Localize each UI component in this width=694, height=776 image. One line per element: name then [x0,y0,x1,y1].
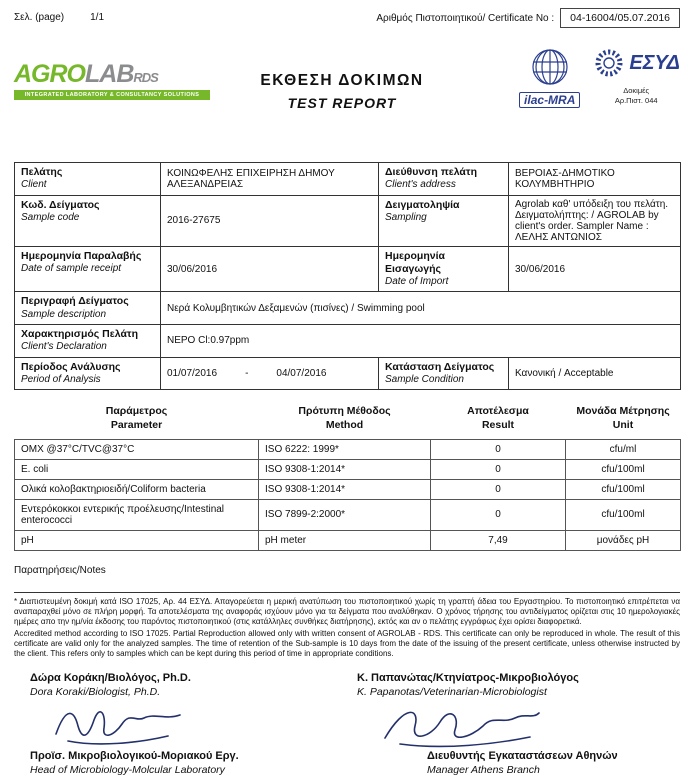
report-title-greek: ΕΚΘΕΣΗ ΔΟΚΙΜΩΝ [260,72,424,89]
header-row [14,40,680,148]
ilac-mra-globe-icon [521,46,579,90]
result-row [15,459,681,479]
ilac-mra-logo [519,40,580,108]
certificate-number: 04-16004/05.07.2016 [560,8,680,28]
esyd-label: ΕΣΥΔ [629,51,680,74]
result-value: 0 [431,439,566,459]
result-row [15,479,681,499]
agrolab-logo-lab: LAB [85,60,134,88]
result-value: 7,49 [431,530,566,550]
sampling-label: Δειγματοληψία Sampling [379,195,509,246]
client-address-label: Διεύθυνση πελάτη Client's address [379,163,509,196]
esyd-logo [592,40,680,108]
signer-title-greek: Προϊσ. Μικροβιολογικού-Μοριακού Εργ. [30,749,239,762]
signer-title-greek: Διευθυντής Εγκαταστάσεων Αθηνών [427,749,618,762]
accreditation-logos [474,40,680,108]
result-parameter: Εντερόκοκκοι εντερικής προέλευσης/Intestinal enterococci [15,499,259,530]
footnote-english: Accredited method according to ISO 17025. Partial Reproduction allowed only with written consent of AGROLAB - RDS. This certificate can only be reproduced in whole. The result of this certificate are valid only for the analyzed samples. The time of retention of the Sub-sample is 10 days from the date of the issuing of the present certificate, unless otherwise instructed by the client. This refers only to samples which can be kept during this period of time in appropriate conditions. [14,628,680,659]
client-value: ΚΟΙΝΩΦΕΛΗΣ ΕΠΙΧΕΙΡΗΣΗ ΔΗΜΟΥ ΑΛΕΞΑΝΔΡΕΙΑΣ [161,163,379,196]
result-parameter: Ολικά κολοβακτηριοειδή/Coliform bacteria [15,479,259,499]
sample-code-value: 2016-27675 [161,195,379,246]
col-header-result: Αποτέλεσμα Result [467,405,529,431]
result-method: ISO 9308-1:2014* [259,459,431,479]
signature-left-icon [48,700,198,748]
esyd-sunburst-icon [592,46,626,80]
result-row [15,439,681,459]
result-unit: cfu/ml [566,439,681,459]
signer-name-greek: Κ. Παπανώτας/Κτηνίατρος-Μικροβιολόγος [357,671,579,684]
info-row-client [15,163,681,196]
signer-name-english: K. Papanotas/Veterinarian-Microbiologist [357,685,547,698]
report-title-english: TEST REPORT [287,95,397,111]
signer-title-english: Head of Microbiology-Molcular Laboratory [30,763,225,776]
signer-name-english: Dora Koraki/Biologist, Ph.D. [30,685,161,698]
result-row [15,499,681,530]
signature-block-right [347,672,680,776]
info-row-receipt [15,246,681,292]
footnote-greek: * Διαπιστευμένη δοκιμή κατά ISO 17025, Αρ. 44 ΕΣΥΔ. Απαγορεύεται η μερική ανατύπωση του πιστοποιητικού χωρίς τη γραπτή άδεια του Εργαστηρίου. Το πιστοποιητικό επιτρέπεται να αναπαραχθεί μόνο σε πλήρη μορφή. Τα αποτελέσματα της αναφοράς ισχύουν μόνο για τα δείγματα που αναλύθηκαν. Ο χρόνος τήρησης του αντιδείγματος ορίζεται στις 10 ημερολογιακές ημέρες απο την ημ/νία έκδοσης του παρόντος πιστοποιητικού (στις κατάλληλες συνθήκες διατήρησης), εκτός και αν ο πελάτης εγγράφως έχει ορίσει διαφορετικά. [14,596,680,627]
agrolab-logo [14,40,210,100]
sample-description-value: Νερά Κολυμβητικών Δεξαμενών (πισίνες) / Swimming pool [161,292,681,325]
result-unit: cfu/100ml [566,499,681,530]
result-parameter: E. coli [15,459,259,479]
analysis-period-label: Περίοδος Ανάλυσης Period of Analysis [15,357,161,390]
ilac-mra-label: ilac-MRA [519,92,580,108]
result-parameter: ΟΜΧ @37°C/TVC@37°C [15,439,259,459]
result-unit: μονάδες pH [566,530,681,550]
result-method: ISO 7899-2:2000* [259,499,431,530]
client-declaration-value: ΝΕΡΟ Cl:0.97ppm [161,325,681,358]
notes-label: Παρατηρήσεις/Notes [14,564,106,576]
result-value: 0 [431,459,566,479]
footnote [14,592,680,660]
col-header-parameter: Παράμετρος Parameter [105,405,168,431]
sample-description-label: Περιγραφή Δείγματος Sample description [15,292,161,325]
sample-condition-label: Κατάσταση Δείγματος Sample Condition [379,357,509,390]
page-label: Σελ. (page) [14,12,65,23]
page-number: 1/1 [90,12,105,23]
sampling-value: Agrolab καθ' υπόδειξη του πελάτη. Δειγματολήπτης: / AGROLAB by client's order. Sampler Name : ΛΕΛΗΣ ΑΝΤΩΝΙΟΣ [509,195,681,246]
agrolab-tagline: INTEGRATED LABORATORY & CONSULTANCY SOLUTIONS [14,90,210,100]
result-row [15,530,681,550]
import-date-value: 30/06/2016 [509,246,681,292]
sample-info-table [14,162,681,390]
result-value: 0 [431,499,566,530]
signer-title-english: Manager Athens Branch [427,763,540,776]
signature-block-left [14,672,347,776]
result-method: pH meter [259,530,431,550]
info-row-declaration [15,325,681,358]
signature-right-icon [375,700,545,748]
result-parameter: pH [15,530,259,550]
receipt-date-value: 30/06/2016 [161,246,379,292]
report-title [210,40,474,111]
import-date-label: Ημερομηνία Εισαγωγής Date of Import [379,246,509,292]
result-unit: cfu/100ml [566,479,681,499]
esyd-accreditation-text: Δοκιμές Αρ.Πιστ. 044 [614,86,658,105]
client-declaration-label: Χαρακτηρισμός Πελάτη Client's Declaration [15,325,161,358]
info-row-description [15,292,681,325]
result-unit: cfu/100ml [566,459,681,479]
info-row-sample-code [15,195,681,246]
col-header-method: Πρότυπη Μέθοδος Method [298,405,391,431]
sample-condition-value: Κανονική / Acceptable [509,357,681,390]
sample-code-label: Κωδ. Δείγματος Sample code [15,195,161,246]
results-table [14,403,681,550]
signatures-section [14,672,680,776]
receipt-date-label: Ημερομηνία Παραλαβής Date of sample receipt [15,246,161,292]
analysis-period-value: 01/07/2016 - 04/07/2016 [161,357,379,390]
client-address-value: ΒΕΡΟΙΑΣ-ΔΗΜΟΤΙΚΟ ΚΟΛΥΜΒΗΤΗΡΙΟ [509,163,681,196]
result-method: ISO 9308-1:2014* [259,479,431,499]
certificate-label: Αριθμός Πιστοποιητικού/ Certificate No : [376,12,555,24]
result-value: 0 [431,479,566,499]
results-header-row [15,403,681,439]
signer-name-greek: Δώρα Κοράκη/Βιολόγος, Ph.D. [30,671,191,684]
info-row-period [15,357,681,390]
agrolab-logo-rds: RDS [133,70,158,85]
result-method: ISO 6222: 1999* [259,439,431,459]
col-header-unit: Μονάδα Μέτρησης Unit [576,405,670,431]
client-label: Πελάτης Client [15,163,161,196]
agrolab-logo-agro: AGRO [14,60,85,88]
top-bar [14,6,680,28]
